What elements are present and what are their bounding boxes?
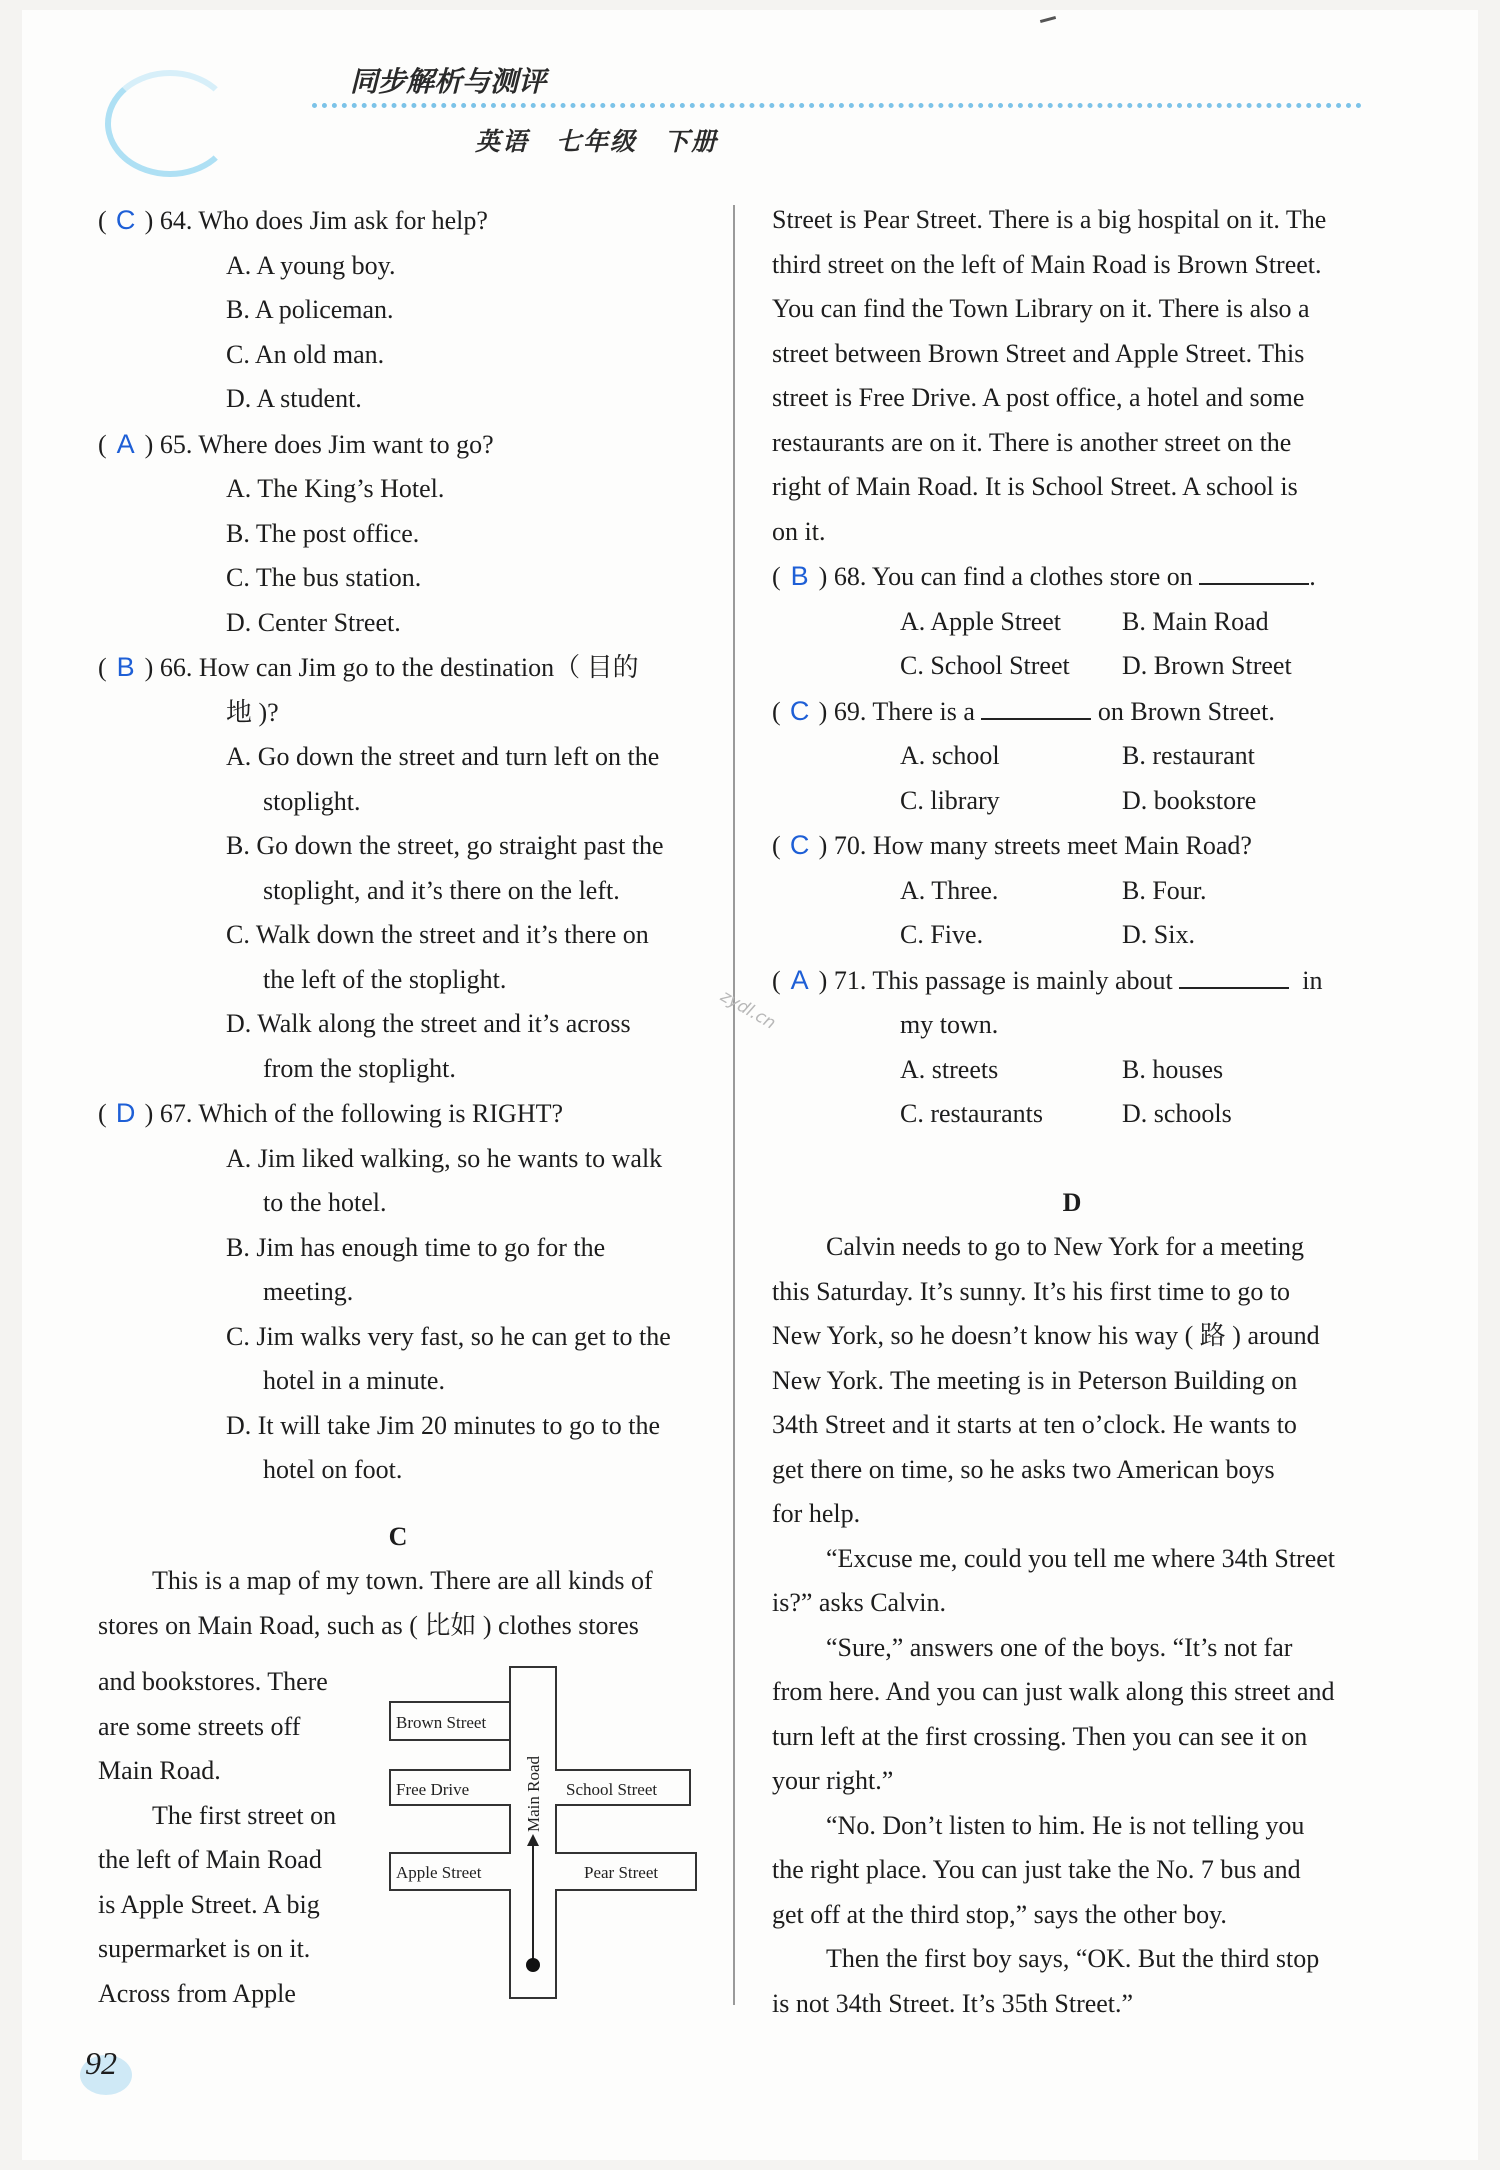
free-drive-label: Free Drive [396, 1780, 470, 1799]
option: A. streets [900, 1054, 999, 1084]
option: A. school [900, 741, 1000, 770]
question-text: You can find a clothes store on [871, 562, 1193, 591]
passage-line: is Apple Street. A big [98, 1889, 320, 1919]
answer-blank [1179, 965, 1289, 989]
passage-line: You can find the Town Library on it. There is also a [772, 294, 1310, 323]
question-64: ( C ) 64. Who does Jim ask for help? [98, 198, 698, 244]
passage-line: the right place. You can just take the No. 7 bus and [772, 1855, 1301, 1884]
option-row [772, 869, 1372, 914]
option: B. Jim has enough time to go for the [226, 1232, 606, 1262]
option: D. Walk along the street and it’s across [226, 1009, 631, 1038]
option: D. Six. [1122, 920, 1195, 949]
answer-65: A [116, 428, 135, 459]
passage-line: Main Road. [98, 1756, 221, 1785]
option-cont: meeting. [263, 1277, 354, 1306]
town-map [388, 1660, 698, 2005]
location-dot-icon [526, 1958, 540, 1972]
option-row [772, 779, 1372, 824]
option-cont: stoplight. [263, 786, 361, 816]
option-row [772, 913, 1372, 958]
question-number: 68. [833, 562, 867, 591]
brown-street-label: Brown Street [396, 1713, 487, 1732]
passage-line: Then the first boy says, “OK. But the third stop [826, 1944, 1320, 1973]
question-text: Which of the following is RIGHT? [198, 1099, 564, 1128]
option: B. Four. [1122, 875, 1207, 905]
passage-line: “No. Don’t listen to him. He is not telling you [826, 1810, 1305, 1840]
option: B. houses [1122, 1054, 1224, 1084]
option-row [772, 1092, 1372, 1137]
question-number: 70. [833, 831, 867, 860]
answer-67: D [115, 1098, 136, 1128]
passage-line: Calvin needs to go to New York for a meeting [826, 1232, 1305, 1261]
passage-line: on it. [772, 516, 826, 546]
question-69: ( C ) 69. There is a on Brown Street. [772, 689, 1372, 735]
option: C. An old man. [226, 339, 385, 369]
passage-line: Street is Pear Street. There is a big hospital on it. The [772, 205, 1327, 234]
passage-line: “Sure,” answers one of the boys. “It’s not far [826, 1632, 1293, 1662]
passage-line: The first street on [152, 1800, 337, 1830]
option: A. Jim liked walking, so he wants to walk [226, 1143, 663, 1173]
option-cont: hotel on foot. [263, 1455, 403, 1484]
question-text-cont: 地 )? [226, 697, 279, 727]
question-number: 65. [159, 429, 193, 459]
left-column [98, 198, 698, 1648]
option: A. The King’s Hotel. [226, 474, 445, 503]
option: C. library [900, 785, 1000, 815]
option-cont: hotel in a minute. [263, 1366, 445, 1395]
passage-line: “Excuse me, could you tell me where 34th Street [826, 1543, 1336, 1573]
question-number: 67. [159, 1099, 193, 1128]
option: D. bookstore [1122, 785, 1257, 815]
passage-line: get there on time, so he asks two American boys [772, 1454, 1275, 1484]
passage-line: stores on Main Road, such as ( 比如 ) clothes stores [98, 1610, 639, 1640]
passage-line: 34th Street and it starts at ten o’clock. He wants to [772, 1410, 1297, 1439]
question-number: 69. [833, 696, 867, 726]
option-row [772, 600, 1372, 645]
main-road-label: Main Road [524, 1755, 543, 1832]
passage-line: is?” asks Calvin. [772, 1588, 947, 1617]
option: C. Jim walks very fast, so he can get to the [226, 1321, 671, 1351]
option: D. It will take Jim 20 minutes to go to the [226, 1410, 661, 1440]
option: D. Center Street. [226, 607, 401, 637]
option: D. schools [1122, 1099, 1232, 1128]
answer-70: C [789, 830, 810, 860]
passage-line: your right.” [772, 1766, 894, 1795]
option: A. Three. [900, 875, 999, 905]
arrow-head-icon [527, 1834, 539, 1846]
option-cont: from the stoplight. [263, 1053, 456, 1083]
question-text: on Brown Street. [1097, 696, 1275, 726]
option: B. The post office. [226, 518, 420, 548]
question-70: ( C ) 70. How many streets meet Main Road? [772, 823, 1372, 869]
passage-line: are some streets off [98, 1711, 301, 1741]
passage-line: for help. [772, 1499, 861, 1528]
question-65: ( A ) 65. Where does Jim want to go? [98, 422, 698, 468]
question-68: ( B ) 68. You can find a clothes store on . [772, 554, 1372, 600]
question-number: 64. [159, 206, 193, 235]
option: C. School Street [900, 651, 1070, 680]
question-text-cont: my town. [900, 1010, 999, 1039]
option: A. Apple Street [900, 606, 1062, 636]
option-cont: stoplight, and it’s there on the left. [263, 875, 620, 905]
question-number: 66. [159, 653, 193, 682]
option-row [772, 644, 1372, 689]
answer-blank [981, 696, 1091, 720]
passage-line: is not 34th Street. It’s 35th Street.” [772, 1988, 1134, 2018]
option: B. restaurant [1122, 741, 1255, 770]
passage-line: get off at the third stop,” says the other boy. [772, 1899, 1227, 1929]
answer-68: B [790, 561, 809, 591]
question-71: ( A ) 71. This passage is mainly about in [772, 958, 1372, 1004]
answer-69: C [789, 695, 810, 726]
passage-line: the left of Main Road [98, 1845, 322, 1874]
header-divider [312, 103, 1362, 108]
passage-line: third street on the left of Main Road is Brown Street. [772, 249, 1322, 279]
question-number: 71. [833, 965, 867, 995]
passage-line: turn left at the first crossing. Then you can see it on [772, 1721, 1308, 1751]
question-text: Who does Jim ask for help? [198, 206, 488, 235]
option: A. Go down the street and turn left on the [226, 742, 660, 771]
question-text: This passage is mainly about [872, 965, 1173, 995]
question-67: ( D ) 67. Which of the following is RIGHT? [98, 1091, 698, 1137]
option: C. The bus station. [226, 563, 422, 592]
column-divider [733, 205, 735, 2005]
option-cont: the left of the stoplight. [263, 964, 507, 994]
passage-line: supermarket is on it. [98, 1934, 311, 1963]
answer-71: A [790, 964, 809, 995]
section-heading-d: D [1062, 1187, 1082, 1217]
map-block [98, 1660, 698, 2020]
answer-blank [1199, 561, 1309, 585]
right-column [772, 198, 1372, 2026]
option-row [772, 1048, 1372, 1093]
passage-line: from here. And you can just walk along this street and [772, 1677, 1335, 1706]
answer-64: C [115, 205, 136, 235]
apple-street-label: Apple Street [396, 1863, 482, 1882]
pear-street-label: Pear Street [584, 1863, 659, 1882]
passage-line: restaurants are on it. There is another street on the [772, 427, 1292, 457]
question-text: There is a [872, 696, 975, 726]
passage-line: street between Brown Street and Apple Street. This [772, 338, 1305, 368]
passage-line: This is a map of my town. There are all kinds of [152, 1566, 653, 1595]
answer-66: B [116, 652, 135, 682]
passage-line: Across from Apple [98, 1978, 296, 2008]
option: C. restaurants [900, 1099, 1043, 1128]
logo-icon [105, 70, 235, 177]
option: B. Main Road [1122, 606, 1269, 636]
question-66: ( B ) 66. How can Jim go to the destination（ 目的 [98, 645, 698, 691]
option: C. Five. [900, 920, 984, 949]
question-text: How can Jim go to the destination（ 目的 [198, 653, 639, 682]
school-street-label: School Street [566, 1780, 658, 1799]
passage-line: street is Free Drive. A post office, a hotel and some [772, 383, 1305, 412]
question-text: How many streets meet Main Road? [872, 831, 1252, 860]
option: D. Brown Street [1122, 651, 1292, 680]
option-cont: to the hotel. [263, 1188, 387, 1217]
option: B. Go down the street, go straight past the [226, 831, 664, 860]
option: D. A student. [226, 384, 362, 413]
question-text: Where does Jim want to go? [198, 429, 494, 459]
section-heading-c: C [388, 1521, 408, 1551]
page-number: 92 [85, 2045, 117, 2081]
option: C. Walk down the street and it’s there on [226, 920, 649, 949]
passage-line: this Saturday. It’s sunny. It’s his first time to go to [772, 1276, 1291, 1306]
option: A. A young boy. [226, 250, 396, 280]
option: B. A policeman. [226, 295, 394, 324]
question-text: in [1302, 965, 1323, 995]
option-row [772, 734, 1372, 779]
passage-line: and bookstores. There [98, 1667, 328, 1696]
watermark: zydl.cn [717, 986, 780, 1034]
book-subtitle: 英语 七年级 下册 [475, 127, 719, 156]
passage-line: New York, so he doesn’t know his way ( 路 ) around [772, 1321, 1320, 1350]
passage-line: right of Main Road. It is School Street. A school is [772, 472, 1298, 501]
book-title: 同步解析与测评 [350, 65, 547, 98]
passage-line: New York. The meeting is in Peterson Building on [772, 1365, 1298, 1395]
